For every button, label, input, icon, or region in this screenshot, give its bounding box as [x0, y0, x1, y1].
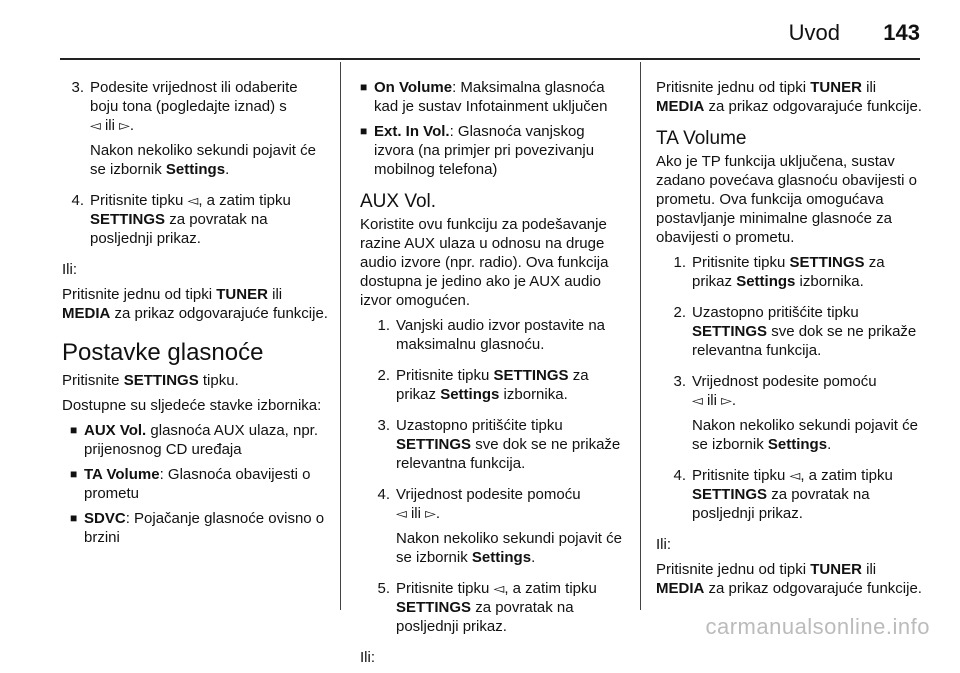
column-1 — [62, 78, 330, 553]
paragraph: Pritisnite jednu od tipki TUNER ili MEDIA za prikaz odgovarajuće funkcije. — [656, 79, 922, 115]
left-arrow-icon: ◅ — [396, 505, 407, 521]
list-item: 1. Vanjski audio izvor postavite na maksimalnu glasnoću. — [377, 317, 606, 353]
right-arrow-icon: ▻ — [119, 117, 130, 133]
watermark: carmanualsonline.info — [705, 614, 930, 639]
column-divider — [340, 62, 341, 610]
list-item: 4. Pritisnite tipku ◅, a zatim tipku SETTINGS za povratak na posljednji prikaz. — [673, 467, 893, 522]
list-item: 4. Vrijednost podesite pomoću ◅ ili ▻. Nakon nekoliko sekundi pojavit će se izbornik Settings. — [377, 486, 622, 566]
text-or: Ili: — [62, 261, 77, 278]
paragraph: Ako je TP funkcija uključena, sustav zadano povećava glasnoću obavijesti o prometu. Ova funkcija omogućava postavljanje minimalne glasnoće za obavijesti o prometu. — [656, 153, 918, 246]
paragraph: Koristite ovu funkciju za podešavanje razine AUX ulaza u odnosu na druge audio izvore (npr. radio). Ova funkcija dostupna je jedino ako je AUX audio izvor omogućen. — [360, 216, 609, 309]
list-item: 3. Vrijednost podesite pomoću ◅ ili ▻. Nakon nekoliko sekundi pojavit će se izbornik Settings. — [673, 373, 918, 453]
back-icon: ◅ — [493, 580, 505, 596]
bullet-icon: ■ — [70, 511, 78, 525]
list-item: 1. Pritisnite tipku SETTINGS za prikaz Settings izbornika. — [673, 254, 885, 290]
page-header — [0, 0, 960, 60]
step-number: 3. — [71, 79, 84, 96]
section-heading: AUX Vol. — [360, 191, 437, 212]
paragraph: Dostupne su sljedeće stavke izbornika: — [62, 397, 322, 414]
left-arrow-icon: ◅ — [692, 392, 703, 408]
list-item: 2. Pritisnite tipku SETTINGS za prikaz Settings izbornika. — [377, 367, 589, 403]
list-item: ■ TA Volume: Glasnoća obavijesti o prometu — [70, 466, 311, 502]
bullet-icon: ■ — [360, 124, 368, 138]
paragraph: Pritisnite jednu od tipki TUNER ili MEDIA za prikaz odgovarajuće funkcije. — [656, 561, 922, 597]
section-heading: TA Volume — [656, 128, 747, 149]
right-arrow-icon: ▻ — [425, 505, 436, 521]
list-item: ■ Ext. In Vol.: Glasnoća vanjskog izvora (na primjer pri povezivanju mobilnog telefona) — [360, 123, 595, 178]
list-item: 3. Podesite vrijednost ili odaberite boju tona (pogledajte iznad) s ◅ ili ▻. Nakon nekoliko sekundi pojavit će se izbornik Settings. — [62, 78, 330, 185]
list-item: 5. Pritisnite tipku ◅, a zatim tipku SETTINGS za povratak na posljednji prikaz. — [377, 580, 597, 635]
list-item: ■ AUX Vol. glasnoća AUX ulaza, npr. prijenosnog CD uređaja — [70, 422, 319, 458]
bullet-icon: ■ — [70, 467, 78, 481]
text-or: Ili: — [656, 536, 671, 553]
column-divider — [640, 62, 641, 610]
column-3 — [656, 78, 924, 604]
column-2 — [360, 78, 628, 673]
section-heading: Postavke glasnoće — [62, 339, 264, 366]
right-arrow-icon: ▻ — [721, 392, 732, 408]
header-rule — [60, 58, 920, 60]
back-icon: ◅ — [789, 467, 801, 483]
bullet-icon: ■ — [70, 423, 78, 437]
left-arrow-icon: ◅ — [90, 117, 101, 133]
list-item: 4. Pritisnite tipku ◅, a zatim tipku SETTINGS za povratak na posljednji prikaz. — [62, 191, 330, 254]
section-title: Uvod — [788, 20, 840, 45]
bullet-icon: ■ — [360, 80, 368, 94]
list-item: ■ SDVC: Pojačanje glasnoće ovisno o brzini — [70, 510, 325, 546]
back-icon: ◅ — [187, 192, 199, 208]
page-number: 143 — [883, 20, 920, 45]
paragraph: Pritisnite SETTINGS tipku. — [62, 372, 239, 389]
step-number: 4. — [71, 192, 84, 209]
paragraph: Pritisnite jednu od tipki TUNER ili MEDIA za prikaz odgovarajuće funkcije. — [62, 286, 328, 322]
list-item: ■ On Volume: Maksimalna glasnoća kad je sustav Infotainment uključen — [360, 79, 608, 115]
text-or: Ili: — [360, 649, 375, 666]
list-item: 2. Uzastopno pritišćite tipku SETTINGS sve dok se ne prikaže relevantna funkcija. — [673, 304, 917, 359]
list-item: 3. Uzastopno pritišćite tipku SETTINGS sve dok se ne prikaže relevantna funkcija. — [377, 417, 621, 472]
